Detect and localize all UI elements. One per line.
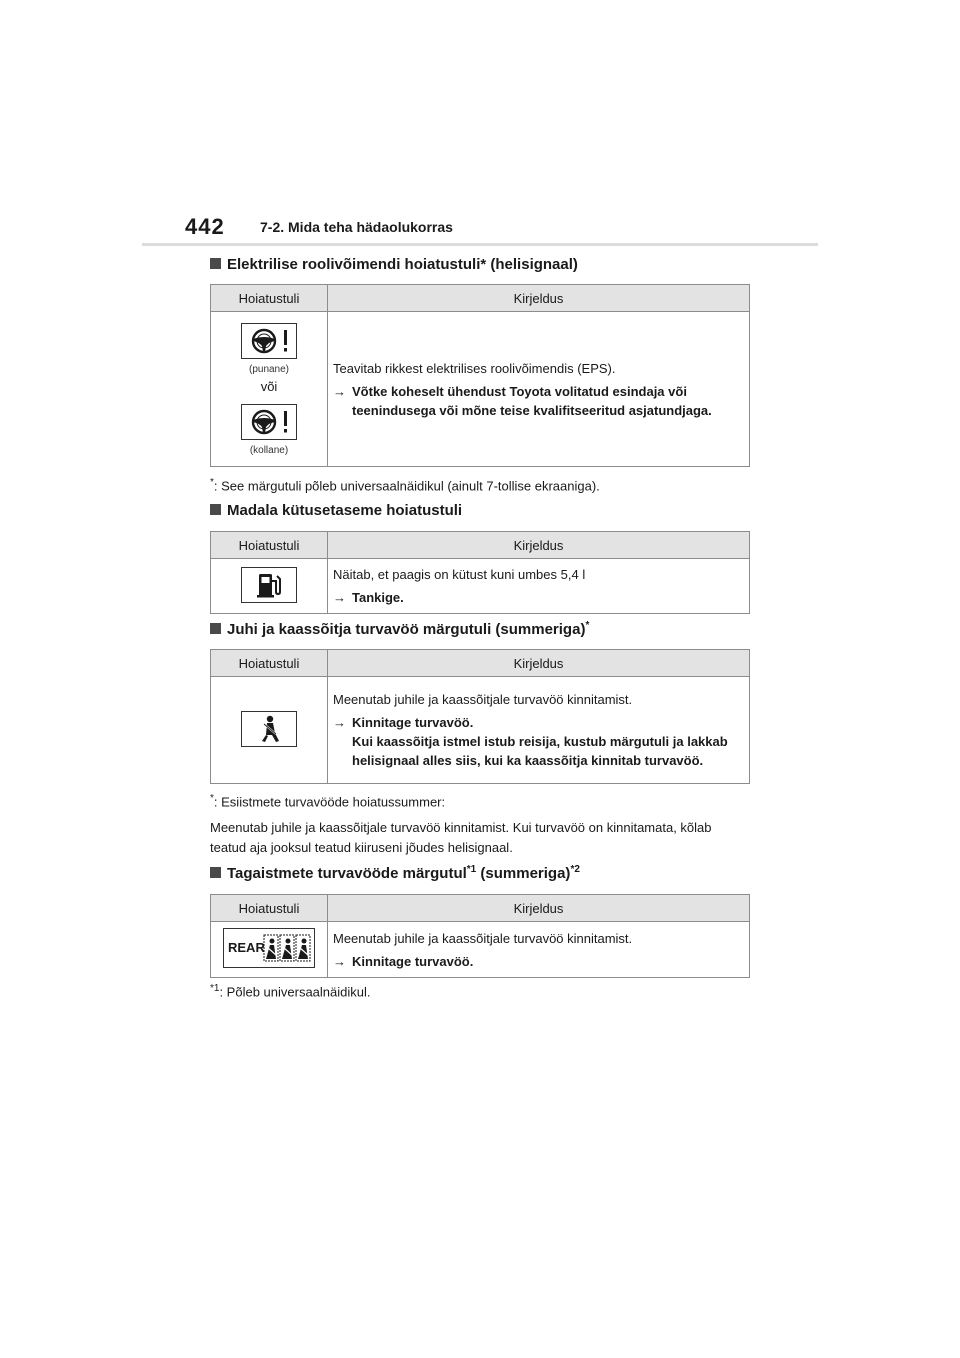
section-title-eps: Elektrilise roolivõimendi hoiatustuli* (helisignaal)	[210, 256, 578, 273]
description-text: Meenutab juhile ja kaassõitjale turvavöö kinnitamist.	[333, 930, 633, 946]
table-cell-icons	[211, 677, 328, 784]
table-cell-description	[328, 312, 750, 467]
table-cell-description	[328, 922, 750, 978]
column-header-warning: Hoiatustuli	[211, 285, 328, 312]
header-divider	[142, 243, 818, 246]
description-text: Teavitab rikkest elektrilises roolivõimendis (EPS).	[333, 360, 616, 376]
rear-label: REAR	[228, 940, 265, 955]
footnote-seatbelt: *: Esiistmete turvavööde hoiatussummer:	[210, 793, 446, 810]
square-bullet-icon	[210, 623, 221, 634]
rear-seatbelt-icon	[223, 928, 315, 968]
table-cell-description	[328, 559, 750, 614]
column-header-description: Kirjeldus	[328, 895, 750, 922]
column-header-warning: Hoiatustuli	[211, 650, 328, 677]
column-header-description: Kirjeldus	[328, 285, 750, 312]
section-title-seatbelt: Juhi ja kaassõitja turvavöö märgutuli (summeriga)*	[210, 620, 589, 638]
arrow-right-icon: →	[333, 715, 346, 730]
arrow-right-icon: →	[333, 953, 346, 969]
section-title-fuel: Madala kütusetaseme hoiatustuli	[210, 502, 462, 519]
steering-warning-icon-red	[241, 323, 297, 359]
arrow-right-icon: →	[333, 383, 346, 399]
arrow-right-icon: →	[333, 590, 346, 605]
description-text: Näitab, et paagis on kütust kuni umbes 5,4 l	[333, 567, 586, 582]
footnote-eps: *: See märgutuli põleb universaalnäidikul (ainult 7-tollise ekraaniga).	[210, 477, 600, 494]
seatbelt-icon	[241, 711, 297, 747]
page-number: 442	[185, 214, 225, 239]
caption-yellow: (kollane)	[249, 444, 289, 456]
or-label: või	[260, 378, 278, 394]
column-header-warning: Hoiatustuli	[211, 895, 328, 922]
running-head: 7-2. Mida teha hädaolukorras	[260, 219, 453, 235]
column-header-description: Kirjeldus	[328, 650, 750, 677]
fuel-pump-icon	[241, 567, 297, 603]
action-text: → Võtke koheselt ühendust Toyota volitatud esindaja või teenindusega või mõne teise kvalifitseeritud asjatundjaga.	[333, 383, 712, 418]
column-header-description: Kirjeldus	[328, 532, 750, 559]
square-bullet-icon	[210, 258, 221, 269]
action-text: → Tankige.	[333, 590, 404, 605]
action-text: → Kinnitage turvavöö.	[333, 953, 474, 969]
steering-warning-icon-yellow	[241, 404, 297, 440]
paragraph-seatbelt-buzzer: Meenutab juhile ja kaassõitjale turvavöö kinnitamist. Kui turvavöö on kinnitamata, kõlab teatud aja jooksul teatud kiiruseni jõudes helisignaal.	[210, 820, 712, 855]
section-title-rear-seatbelt: Tagaistmete turvavööde märgutul$^{*1}$ (summeriga)$^{*2}$	[210, 864, 580, 882]
caption-red: (punane)	[248, 363, 290, 375]
description-text: Meenutab juhile ja kaassõitjale turvavöö kinnitamist.	[333, 692, 633, 707]
table-rear-seatbelt-warning	[210, 894, 750, 978]
column-header-warning: Hoiatustuli	[211, 532, 328, 559]
table-fuel-warning	[210, 531, 750, 614]
table-seatbelt-warning	[210, 649, 750, 784]
table-cell-description	[328, 677, 750, 784]
table-cell-icons	[211, 922, 328, 978]
square-bullet-icon	[210, 504, 221, 515]
footnote-rear-seatbelt: $^{*1}$: Põleb universaalnäidikul.	[210, 983, 371, 1000]
table-cell-icons	[211, 312, 328, 467]
action-text: → Kinnitage turvavöö. Kui kaassõitja istmel istub reisija, kustub märgutuli ja lakkab helisignaal alles siis, kui ka kaassõitja kinnitab turvavöö.	[333, 715, 728, 768]
square-bullet-icon	[210, 867, 221, 878]
table-eps-warning	[210, 284, 750, 467]
table-cell-icons	[211, 559, 328, 614]
